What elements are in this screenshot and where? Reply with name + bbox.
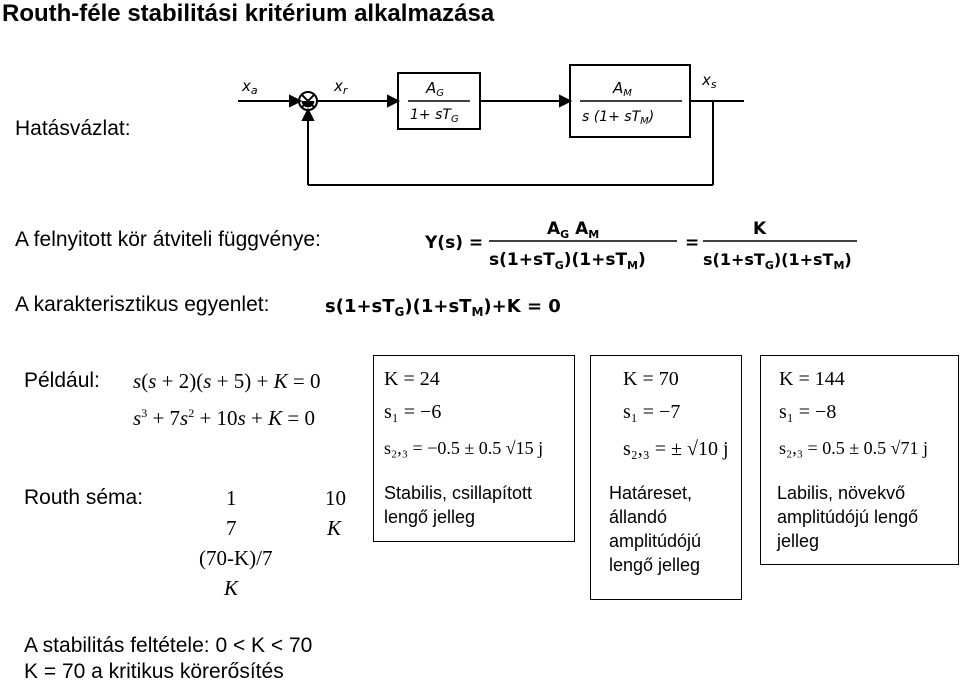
routh-label: Routh séma:: [24, 486, 144, 509]
svg-text:Y(s) =: Y(s) =: [425, 233, 484, 253]
page-title: Routh-féle stabilitási kritérium alkalmazása: [2, 0, 495, 27]
example-eq2: $s^3 + 7s^2 + 10s + K = 0$: [133, 406, 315, 430]
case-description: Határeset, állandó amplitúdójú lengő jelleg: [609, 483, 702, 575]
routh-cell-1-1: 1: [226, 486, 237, 510]
case-description: Labilis, növekvő amplitúdójú lengő jelleg: [777, 483, 919, 551]
block-diagram-label: Hatásvázlat:: [15, 117, 131, 140]
block-g-denominator: $1+ sT_G$: [410, 107, 459, 125]
example-eq1: s(s + 2)(s + 5) + K = 0: [133, 369, 321, 393]
case-k-value: K = 144: [779, 368, 845, 390]
output-signal-label: $x_s$: [702, 71, 717, 91]
routh-cell-2-2: K: [327, 516, 342, 540]
routh-cell-4-1: K: [224, 576, 239, 600]
block-m-numerator: $A_M$: [613, 79, 632, 99]
case-s1: s₁ = −7: [623, 401, 681, 423]
svg-text:s(1+sTG)(1+sTM)+K = 0: $s(1+sT_G)(1+sT_M)+K = 0$: [325, 296, 561, 319]
case-s23: s₂,₃ = −0.5 ± 0.5 √15 j: [384, 438, 544, 458]
open-loop-formula: [425, 210, 860, 280]
svg-text:AG AM: $A_G$ $A_M$: [547, 219, 600, 241]
char-eq-formula: [323, 288, 613, 324]
error-signal-label: $x_r$: [334, 77, 348, 97]
case-k-value: K = 24: [384, 368, 440, 390]
case-k-value: K = 70: [623, 368, 679, 390]
input-signal-label: $x_a$: [242, 77, 258, 97]
case-description: Stabilis, csillapított lengő jelleg: [384, 483, 533, 527]
block-diagram: [230, 55, 750, 200]
case-s23: s₂,₃ = 0.5 ± 0.5 √71 j: [779, 438, 928, 458]
block-m-denominator: s $(1+ sT_M)$: [582, 109, 655, 127]
svg-text:K: K: [753, 219, 767, 239]
critical-gain: K = 70 a kritikus körerősítés: [24, 660, 284, 683]
case-box-boundary: [590, 355, 742, 600]
char-eq-label: A karakterisztikus egyenlet:: [15, 293, 270, 316]
case-box-unstable: [760, 355, 959, 565]
routh-cell-2-1: 7: [226, 516, 237, 540]
routh-cell-1-2: 10: [325, 486, 346, 510]
block-g-numerator: $A_G$: [426, 79, 445, 99]
case-s23: s₂,₃ = ± √10 j: [623, 438, 729, 460]
svg-text:s(1+sTG)(1+sTM): $s(1+sT_G)(1+sT_M)$: [703, 250, 852, 272]
stability-condition: A stabilitás feltétele: 0 < K < 70: [24, 634, 313, 657]
routh-cell-3-1: (70-K)/7: [199, 546, 273, 570]
example-label: Például:: [24, 369, 100, 392]
case-s1: s₁ = −8: [779, 401, 837, 423]
open-loop-label: A felnyitott kör átviteli függvénye:: [15, 228, 321, 251]
svg-text:=: =: [685, 233, 700, 253]
svg-text:s(1+sTG)(1+sTM): $s(1+sT_G)(1+sT_M)$: [489, 250, 646, 272]
case-box-stable: [373, 355, 575, 542]
case-s1: s₁ = −6: [384, 401, 442, 423]
